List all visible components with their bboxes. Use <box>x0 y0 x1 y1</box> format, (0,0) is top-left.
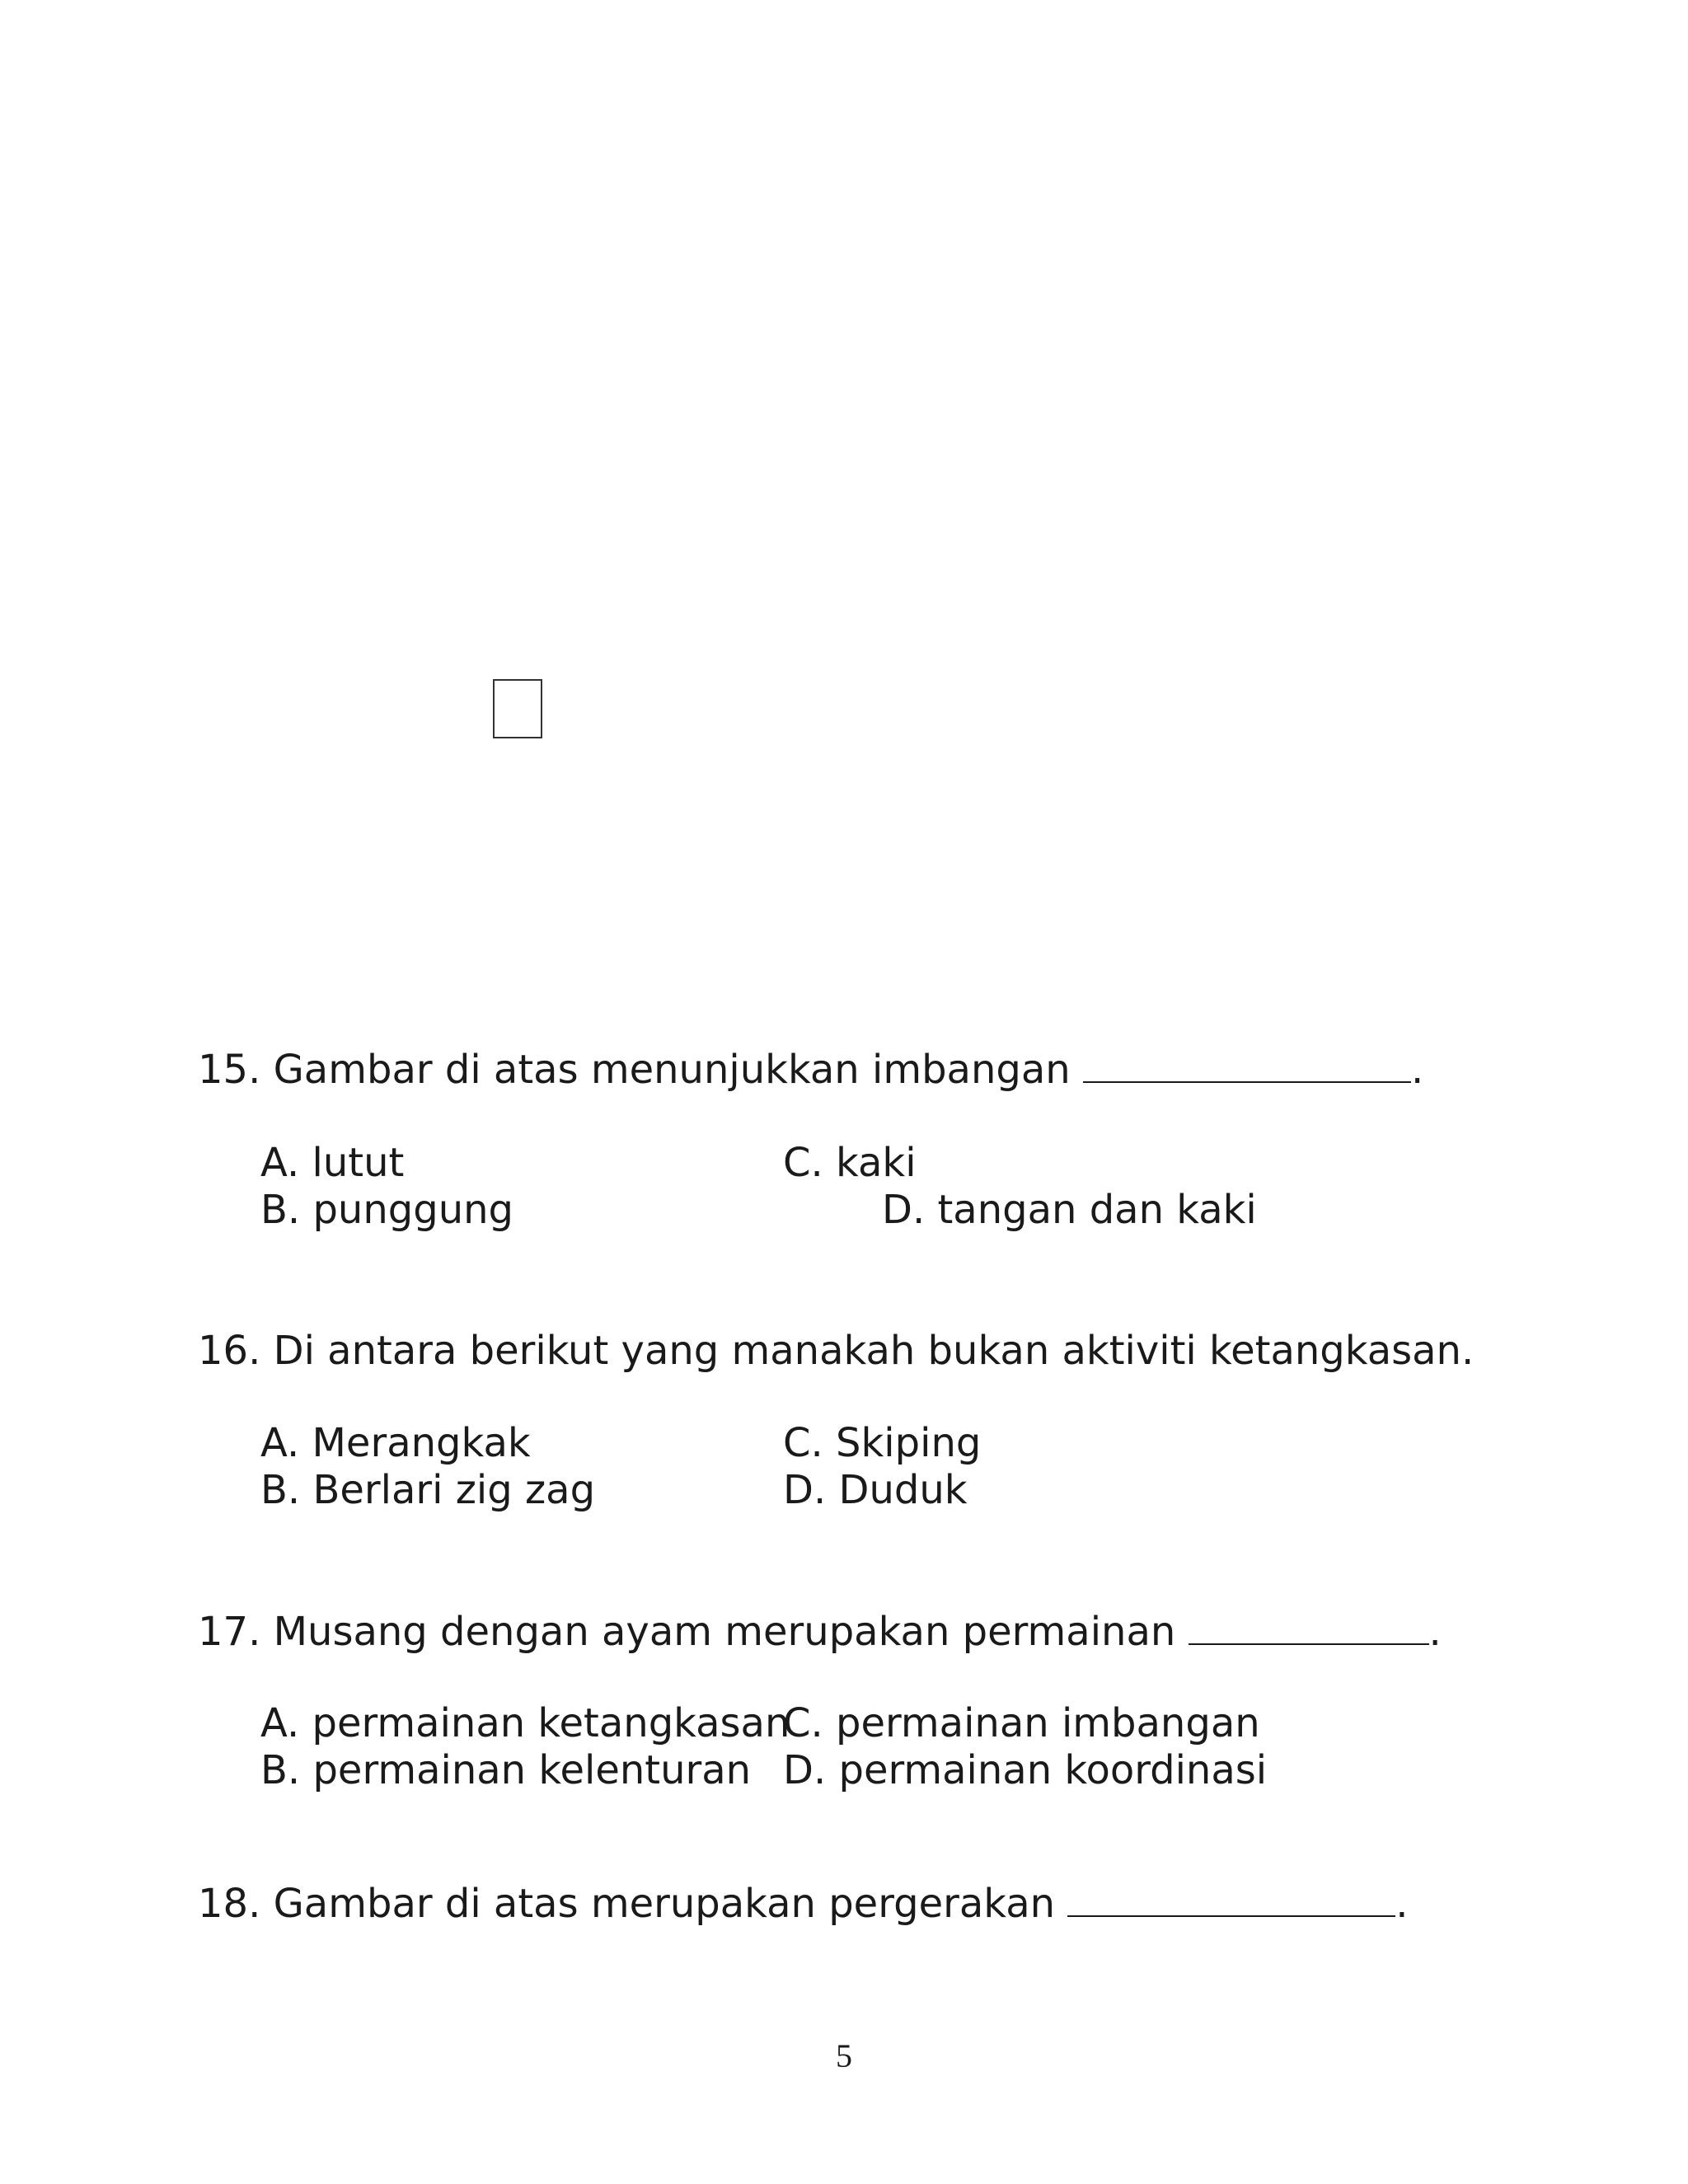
question-number: 16. <box>198 1328 261 1374</box>
option-c: C. kaki <box>783 1140 917 1186</box>
question-end: . <box>1428 1609 1442 1655</box>
option-a: A. Merangkak <box>260 1420 531 1466</box>
answer-blank <box>1083 1045 1411 1083</box>
question-text: Di antara berikut yang manakah bukan aktiviti ketangkasan. <box>273 1328 1475 1374</box>
option-d: D. Duduk <box>783 1467 968 1513</box>
option-b: B. Berlari zig zag <box>260 1467 596 1513</box>
question-text: Gambar di atas menunjukkan imbangan <box>273 1047 1071 1093</box>
page-number: 5 <box>836 2037 852 2074</box>
answer-blank <box>1189 1607 1429 1645</box>
question-number: 17. <box>198 1609 261 1655</box>
question-number: 18. <box>198 1881 261 1927</box>
question-text: Gambar di atas merupakan pergerakan <box>273 1881 1056 1927</box>
question-16 <box>198 1327 1474 1375</box>
question-end: . <box>1395 1881 1409 1927</box>
question-18 <box>198 1879 1409 1928</box>
option-d: D. tangan dan kaki <box>882 1187 1257 1233</box>
answer-blank <box>1067 1879 1395 1917</box>
option-d: D. permainan koordinasi <box>783 1747 1268 1793</box>
option-a: A. lutut <box>260 1140 405 1186</box>
question-15 <box>198 1045 1423 1094</box>
question-text: Musang dengan ayam merupakan permainan <box>273 1609 1176 1655</box>
option-c: C. permainan imbangan <box>783 1700 1260 1746</box>
question-17 <box>198 1607 1442 1656</box>
question-number: 15. <box>198 1047 261 1093</box>
option-b: B. permainan kelenturan <box>260 1747 752 1793</box>
option-c: C. Skiping <box>783 1420 982 1466</box>
question-end: . <box>1410 1047 1424 1093</box>
option-b: B. punggung <box>260 1187 514 1233</box>
option-a: A. permainan ketangkasan <box>260 1700 790 1746</box>
image-placeholder-box <box>493 679 542 738</box>
